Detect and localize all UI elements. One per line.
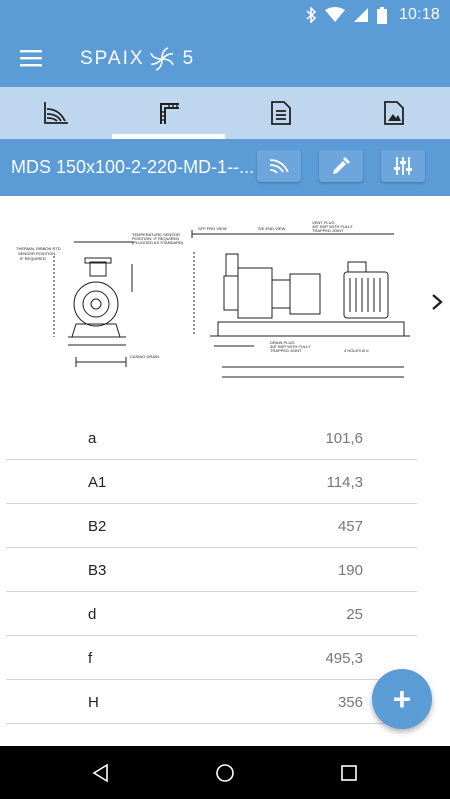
recents-button[interactable]: [336, 760, 362, 786]
svg-text:(PLUGGED AS STANDARD): (PLUGGED AS STANDARD): [132, 240, 184, 245]
document-icon: [271, 101, 291, 125]
pump-dimension-drawing: [14, 212, 412, 387]
dimension-value: 356: [337, 694, 363, 711]
cellular-signal-icon: [353, 7, 369, 23]
dimension-key: a: [88, 430, 97, 447]
dimension-value: 495,3: [325, 650, 363, 667]
settings-sliders-button[interactable]: [381, 150, 425, 182]
home-button[interactable]: [212, 760, 238, 786]
app-bar: [0, 30, 450, 87]
table-row: [6, 504, 417, 548]
brand-logo: [80, 44, 193, 74]
dimensions-table: [6, 416, 417, 724]
tab-image[interactable]: [338, 87, 450, 139]
chevron-right-icon[interactable]: [429, 292, 445, 312]
brand-name: SPAIX: [80, 48, 145, 69]
signal-button[interactable]: [257, 150, 301, 182]
system-navigation-bar: [0, 746, 450, 799]
dimensions-icon: [158, 101, 180, 125]
add-button[interactable]: [372, 669, 432, 729]
svg-text:IF REQUIRED: IF REQUIRED: [20, 256, 46, 261]
table-row: [6, 548, 417, 592]
pipette-icon: [331, 156, 351, 176]
spaix-logo-icon: [149, 46, 175, 72]
dimension-key: H: [88, 694, 99, 711]
curves-icon: [43, 101, 69, 125]
recents-icon: [340, 764, 358, 782]
dimension-value: 25: [346, 606, 363, 623]
dimension-key: f: [88, 650, 93, 667]
table-row: [6, 636, 417, 680]
add-icon: +: [392, 680, 412, 717]
svg-text:S/E END VIEW: S/E END VIEW: [258, 226, 286, 231]
svg-text:SFP FRO VIEW: SFP FRO VIEW: [198, 226, 227, 231]
table-row: [6, 460, 417, 504]
dimension-value: 457: [337, 518, 363, 535]
tab-document[interactable]: [225, 87, 338, 139]
bluetooth-icon: [305, 7, 317, 23]
title-bar: [0, 139, 450, 196]
svg-text:4 HOLES Ø d: 4 HOLES Ø d: [344, 348, 369, 353]
battery-icon: [377, 7, 387, 24]
svg-text:THERMAL RIBBON RTD: THERMAL RIBBON RTD: [16, 246, 61, 251]
table-row: [6, 680, 417, 724]
pipette-button[interactable]: [319, 150, 363, 182]
table-row: [6, 416, 417, 460]
wifi-icon: [325, 7, 345, 23]
status-time: 10:18: [398, 6, 440, 23]
tab-bar: [0, 87, 450, 139]
dimension-key: d: [88, 606, 97, 623]
dimension-key: B3: [88, 562, 107, 579]
home-icon: [215, 763, 235, 783]
dimension-value: 190: [337, 562, 363, 579]
signal-icon: [268, 157, 290, 175]
svg-text:3/8" BSP WITH FULLY: 3/8" BSP WITH FULLY: [270, 344, 311, 349]
dimension-value: 101,6: [325, 430, 363, 447]
table-row: [6, 592, 417, 636]
svg-text:DRAIN PLUG: DRAIN PLUG: [270, 340, 295, 345]
image-file-icon: [384, 101, 404, 125]
sliders-icon: [393, 156, 413, 176]
svg-text:TRAPPED JOINT: TRAPPED JOINT: [270, 348, 302, 353]
svg-text:VENT PLUG: VENT PLUG: [312, 220, 335, 225]
back-button[interactable]: [88, 760, 114, 786]
status-bar: [0, 0, 450, 30]
dimension-key: B2: [88, 518, 107, 535]
status-icons: [305, 5, 440, 25]
back-icon: [91, 763, 111, 783]
svg-text:CASING DRAIN: CASING DRAIN: [130, 354, 159, 359]
menu-icon[interactable]: [20, 47, 42, 69]
svg-text:TRAPPED JOINT: TRAPPED JOINT: [312, 228, 344, 233]
product-title: MDS 150x100-2-220-MD-1--...: [11, 157, 255, 177]
tab-dimensions[interactable]: [113, 87, 226, 139]
dimension-key: A1: [88, 474, 107, 491]
brand-version: 5: [182, 48, 194, 69]
svg-text:TEMPERATURE SENSOR: TEMPERATURE SENSOR: [132, 232, 180, 237]
svg-text:SENSOR POSITION: SENSOR POSITION: [18, 251, 56, 256]
tab-curves[interactable]: [0, 87, 113, 139]
svg-text:3/8" BSP WITH FULLY: 3/8" BSP WITH FULLY: [312, 224, 353, 229]
svg-text:POSITION: IF REQUIRED: POSITION: IF REQUIRED: [132, 236, 180, 241]
dimension-value: 114,3: [326, 474, 363, 491]
